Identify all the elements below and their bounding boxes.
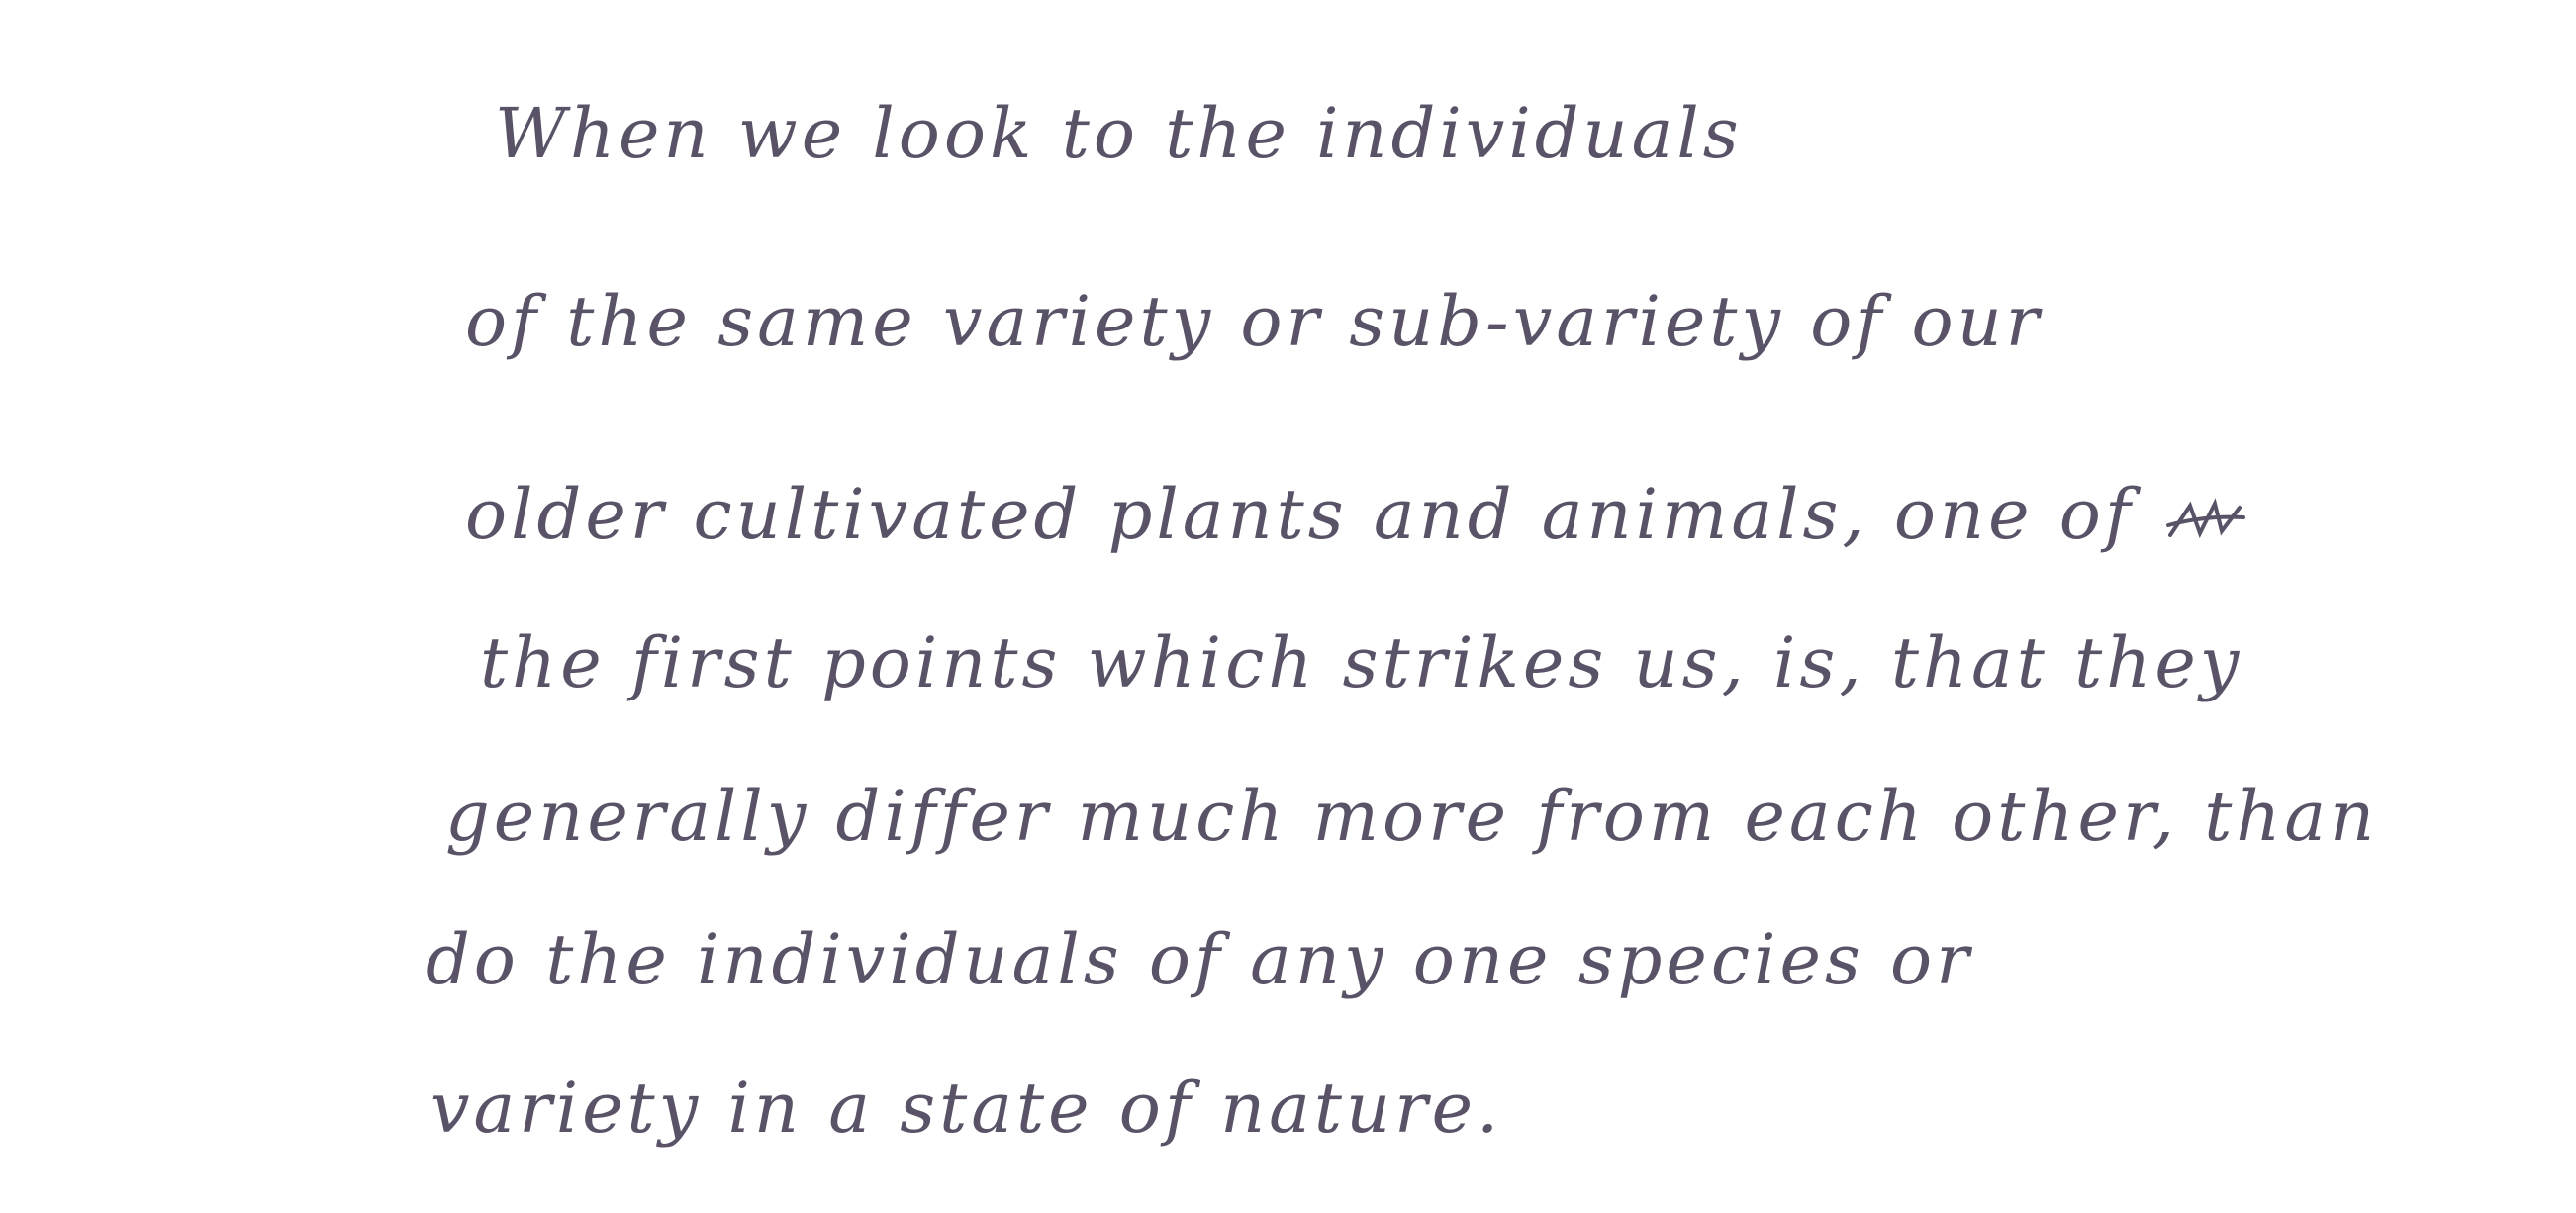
line-6-text: do the individuals of any one species or	[426, 919, 1973, 1000]
text-line-6	[426, 919, 1973, 1000]
line-5-text: generally differ much more from each other, than	[445, 776, 2379, 857]
text-line-2	[465, 281, 2044, 362]
line-1-text: When we look to the individuals	[495, 93, 1743, 174]
line-7-text: variety in a state of nature.	[430, 1068, 1503, 1149]
line-4-text: the first points which strikes us, is, that they	[480, 622, 2243, 703]
text-line-7	[430, 1068, 1503, 1149]
text-line-3	[465, 474, 2249, 555]
line-2-text: of the same variety or sub-variety of our	[465, 281, 2044, 362]
text-line-4	[480, 622, 2243, 703]
text-line-1	[495, 93, 1743, 174]
line-3-text: older cultivated plants and animals, one of	[465, 474, 2135, 555]
scribbled-out-word	[2160, 496, 2249, 545]
text-line-5	[445, 776, 2379, 857]
